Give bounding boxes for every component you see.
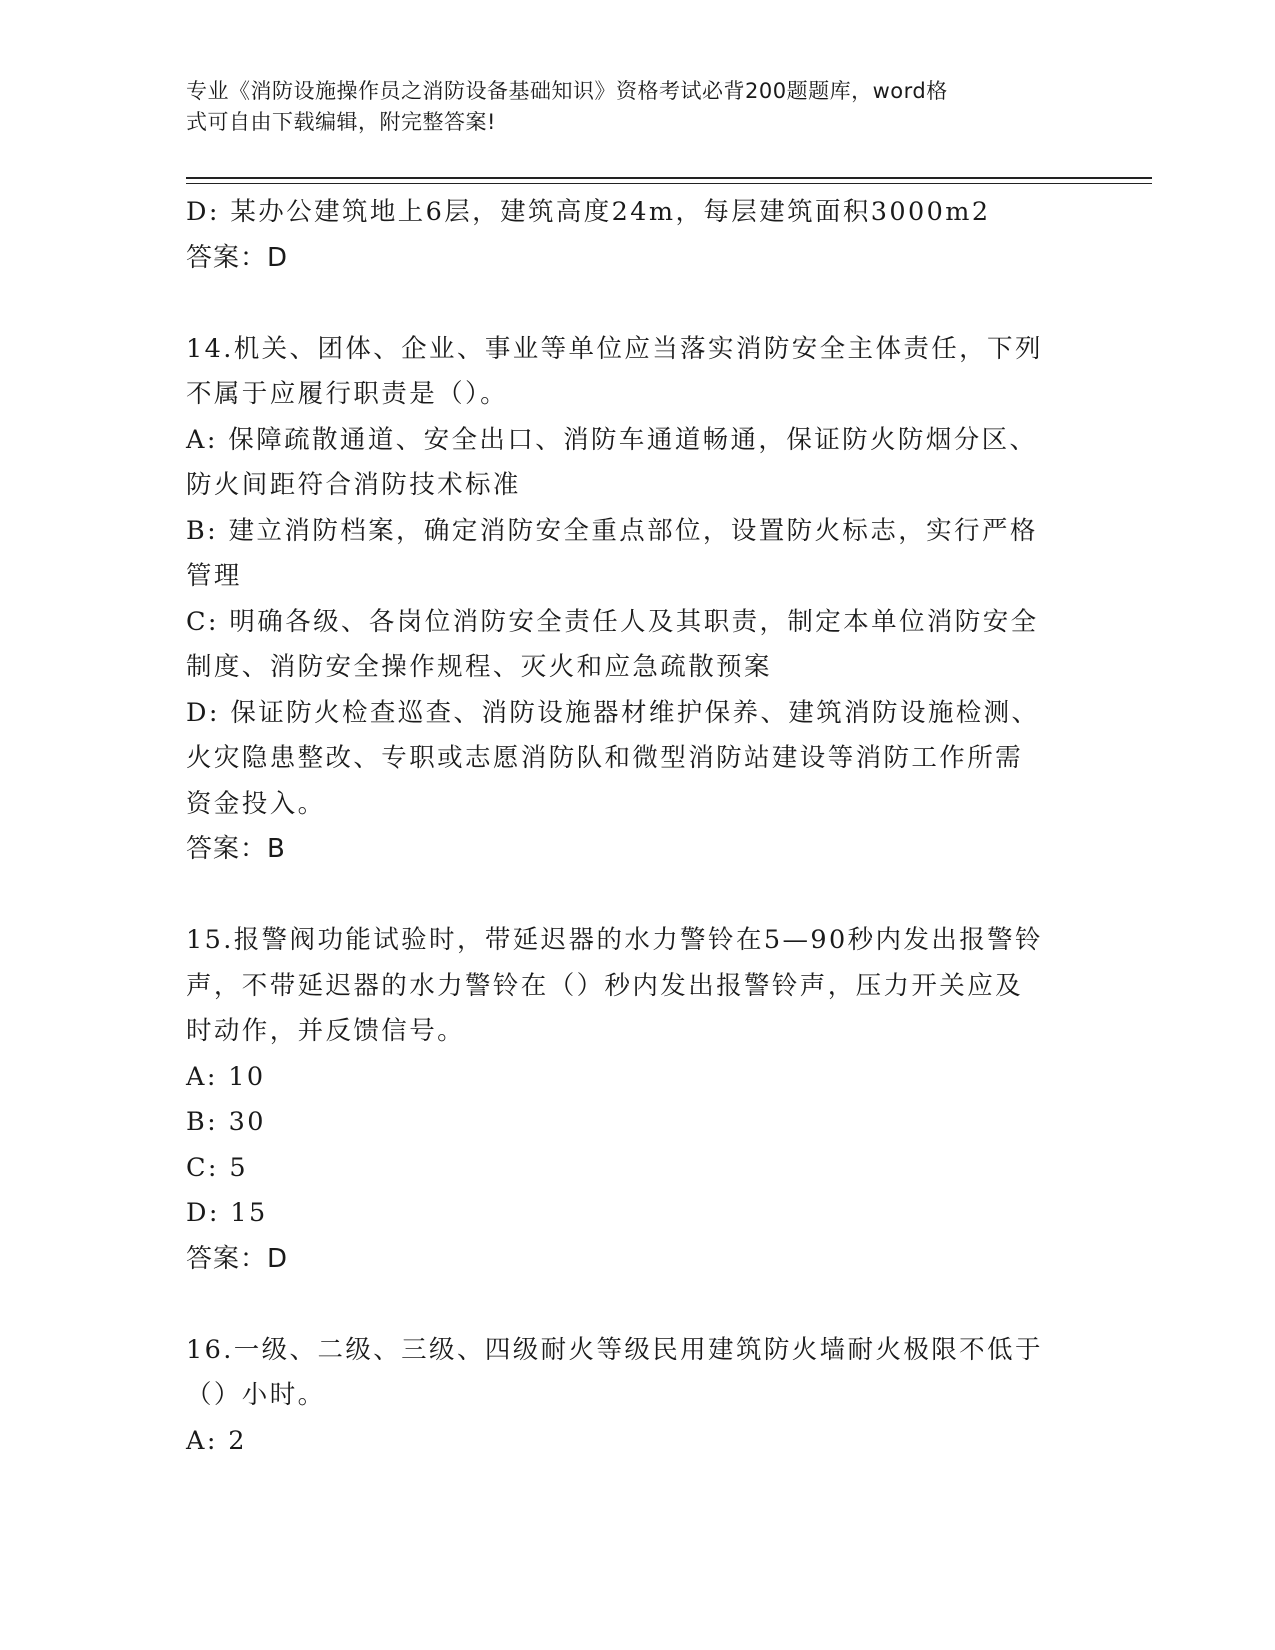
q16-stem-line-1: 16.一级、二级、三级、四级耐火等级民用建筑防火墙耐火极限不低于 <box>186 1334 1043 1365</box>
q13-answer: 答案：D <box>186 242 289 273</box>
q14-stem-line-1: 14.机关、团体、企业、事业等单位应当落实消防安全主体责任，下列 <box>186 333 1043 364</box>
spacer <box>186 873 1086 919</box>
spacer <box>186 1282 1086 1328</box>
q14-option-c-line-2: 制度、消防安全操作规程、灭火和应急疏散预案 <box>186 652 772 682</box>
q14-option-a-line-1: A: 保障疏散通道、安全出口、消防车通道畅通，保证防火防烟分区、 <box>186 424 1038 455</box>
q14-option-b-line-2: 管理 <box>186 561 242 591</box>
q14-option-a-line-2: 防火间距符合消防技术标准 <box>186 470 521 500</box>
header-line-2: 式可自由下载编辑，附完整答案! <box>186 110 496 134</box>
q15-option-c: C: 5 <box>186 1152 249 1183</box>
header-divider-thick <box>186 177 1152 179</box>
q16-option-a: A: 2 <box>186 1425 247 1456</box>
q13-option-d: D: 某办公建筑地上6层，建筑高度24m，每层建筑面积3000m2 <box>186 197 991 227</box>
q15-stem-line-2: 声，不带延迟器的水力警铃在（）秒内发出报警铃声，压力开关应及 <box>186 970 1024 1001</box>
q15-answer: 答案：D <box>186 1243 289 1274</box>
header-divider-thin <box>186 183 1152 184</box>
q15-option-a: A: 10 <box>186 1061 266 1092</box>
q14-option-d-line-1: D: 保证防火检查巡查、消防设施器材维护保养、建筑消防设施检测、 <box>186 697 1040 728</box>
q15-stem-line-1: 15.报警阀功能试验时，带延迟器的水力警铃在5—90秒内发出报警铃 <box>186 925 1043 955</box>
q14-option-d-line-2: 火灾隐患整改、专职或志愿消防队和微型消防站建设等消防工作所需 <box>186 743 1024 773</box>
q15-option-d: D: 15 <box>186 1198 268 1228</box>
q14-option-d-line-3: 资金投入。 <box>186 788 326 819</box>
q14-option-c-line-1: C: 明确各级、各岗位消防安全责任人及其职责，制定本单位消防安全 <box>186 606 1039 637</box>
q15-option-b: B: 30 <box>186 1107 266 1137</box>
q14-stem-line-2: 不属于应履行职责是（）。 <box>186 379 509 409</box>
q15-stem-line-3: 时动作，并反馈信号。 <box>186 1016 466 1046</box>
document-header <box>186 76 1066 138</box>
spacer <box>186 281 1086 327</box>
q16-stem-line-2: （）小时。 <box>186 1380 326 1410</box>
header-line-1: 专业《消防设施操作员之消防设备基础知识》资格考试必背200题题库，word格 <box>186 79 948 103</box>
q14-option-b-line-1: B: 建立消防档案，确定消防安全重点部位，设置防火标志，实行严格 <box>186 515 1038 546</box>
q14-answer: 答案：B <box>186 834 286 864</box>
question-content <box>186 190 1086 1464</box>
